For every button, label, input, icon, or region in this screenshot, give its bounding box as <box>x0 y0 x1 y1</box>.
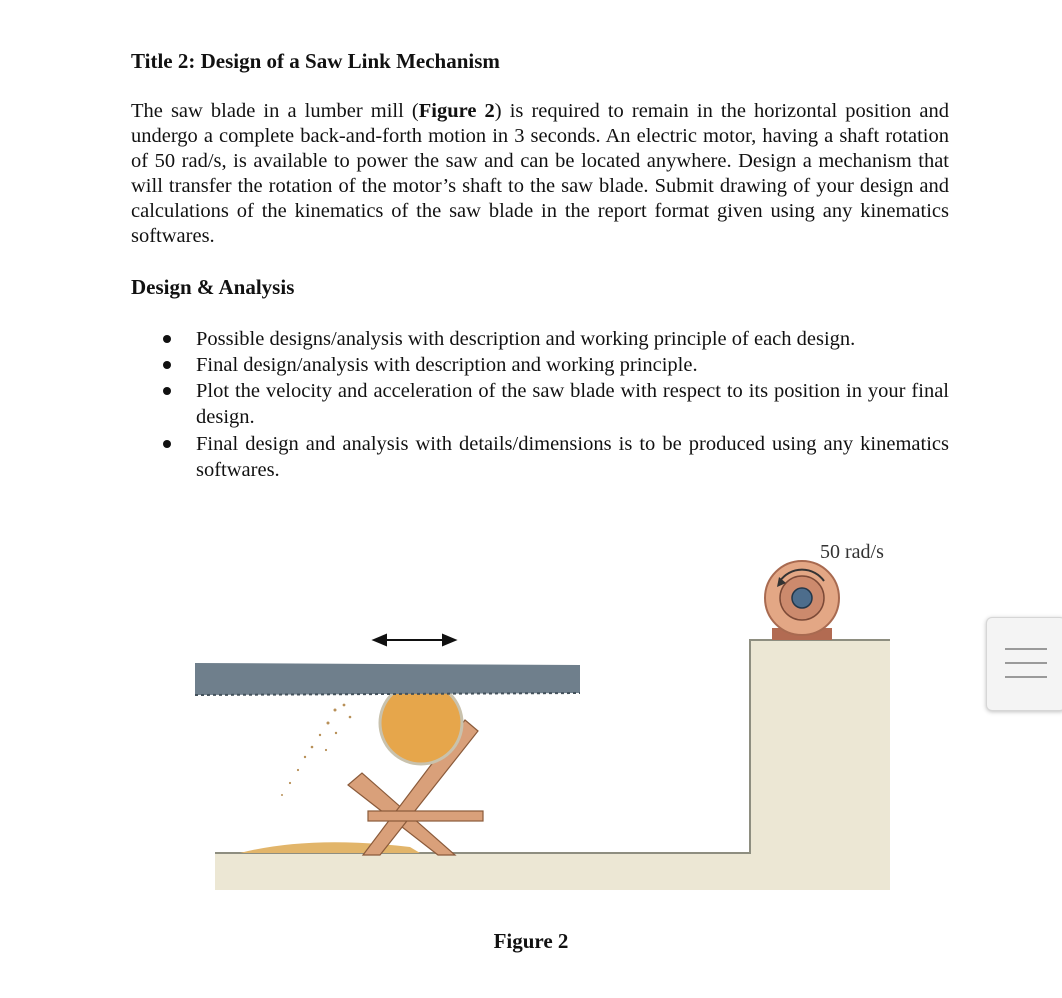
handle-line <box>1005 676 1047 678</box>
intro-paragraph <box>131 99 949 249</box>
list-item: Final design/analysis with description and working principle. <box>131 352 949 378</box>
saw-mechanism-figure <box>160 495 935 895</box>
side-panel-handle[interactable] <box>986 617 1062 711</box>
figure-reference: Figure 2 <box>418 100 495 122</box>
figure-caption: Figure 2 <box>493 929 569 953</box>
intro-text-1: The saw blade in a lumber mill ( <box>131 100 419 122</box>
section-heading: Design & Analysis <box>131 275 295 299</box>
intro-text-2: ) is required to remain in the horizontal position and undergo a complete back-and-forth motion in 3 seconds. An electric motor, having a shaft rotation of 50 rad/s, is available to power the saw and can be located anywhere. Design a mechanism that will transfer the rotation of the motor’s shaft to the saw blade. Submit drawing of your design and calculations of the kinematics of the saw blade in the report format given using any kinematics softwares. <box>131 100 949 247</box>
sawdust-pile <box>240 842 420 853</box>
list-item: Plot the velocity and acceleration of the saw blade with respect to its position in your final design. <box>131 378 949 430</box>
handle-line <box>1005 648 1047 650</box>
motion-arrow <box>374 635 455 645</box>
sawdust-particles <box>281 704 351 796</box>
motor <box>765 561 839 640</box>
motor-speed-label: 50 rad/s <box>820 541 884 563</box>
list-item: Possible designs/analysis with description and working principle of each design. <box>131 326 949 352</box>
requirements-list <box>131 326 949 483</box>
saw-blade <box>195 663 580 695</box>
list-item: Final design and analysis with details/dimensions is to be produced using any kinematics softwares. <box>131 431 949 483</box>
handle-line <box>1005 662 1047 664</box>
page-title: Title 2: Design of a Saw Link Mechanism <box>131 49 500 73</box>
